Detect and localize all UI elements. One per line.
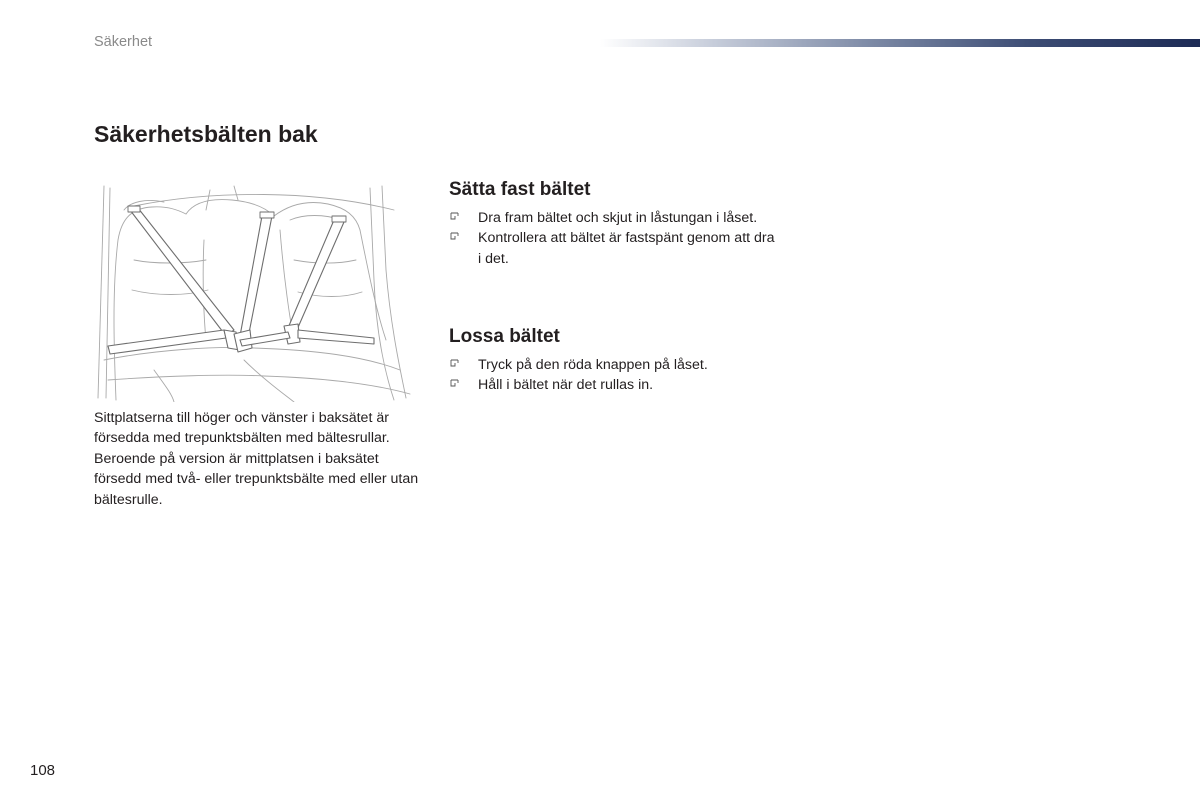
right-pillar-line-2 xyxy=(382,186,406,398)
list-item-text: Tryck på den röda knappen på låset. xyxy=(478,357,708,373)
right-shoulder-belt xyxy=(288,220,344,332)
pointing-hand-icon xyxy=(450,357,460,368)
section-heading-release: Lossa bältet xyxy=(449,326,560,347)
left-shoulder-belt xyxy=(130,208,234,336)
cushion-fold-left xyxy=(154,370,174,402)
cushion-fold-line xyxy=(244,360,294,402)
center-belt-guide xyxy=(260,212,274,218)
header-gradient-bar xyxy=(600,39,1200,47)
pointing-hand-icon xyxy=(450,210,460,221)
seat-cushion-front xyxy=(104,348,400,371)
list-item xyxy=(449,375,779,395)
left-pillar-line-2 xyxy=(106,188,110,398)
figure-caption: Sittplatserna till höger och vänster i baksätet är försedda med trepunktsbälten med bältesrullar. Beroende på version är mittplatsen i baksätet försedd med två- eller trepunktsbälte med eller utan bältesrulle. xyxy=(94,410,419,508)
page-title: Säkerhetsbälten bak xyxy=(94,121,318,147)
left-pillar-line xyxy=(98,186,104,398)
release-steps-list xyxy=(449,355,779,396)
list-item-text: Dra fram bältet och skjut in låstungan i låset. xyxy=(478,210,758,226)
fasten-steps-list xyxy=(449,208,779,269)
header-label: Säkerhet xyxy=(94,34,153,50)
rear-seat-belts-illustration xyxy=(94,180,416,402)
list-item-text: Kontrollera att bältet är fastspänt genom att dra i det. xyxy=(478,230,775,267)
right-seatback-top xyxy=(274,203,360,231)
list-item xyxy=(449,355,779,375)
right-belt-guide xyxy=(332,216,346,222)
list-item xyxy=(449,228,779,269)
right-lap-belt xyxy=(298,330,374,344)
left-lap-belt xyxy=(108,330,226,354)
right-seatback-side xyxy=(360,230,386,340)
seat-cushion-edge xyxy=(108,375,410,394)
list-item-text: Håll i bältet när det rullas in. xyxy=(478,377,654,394)
left-belt-guide xyxy=(128,206,140,212)
center-seat-divider-left xyxy=(203,240,206,340)
pointing-hand-icon xyxy=(450,377,460,388)
page-number: 108 xyxy=(30,762,56,779)
pointing-hand-icon xyxy=(450,230,460,241)
list-item xyxy=(449,208,779,228)
rear-shelf-line xyxy=(134,194,394,210)
section-heading-fasten: Sätta fast bältet xyxy=(449,179,591,200)
center-shoulder-belt xyxy=(240,216,272,338)
center-headrest xyxy=(206,186,238,210)
